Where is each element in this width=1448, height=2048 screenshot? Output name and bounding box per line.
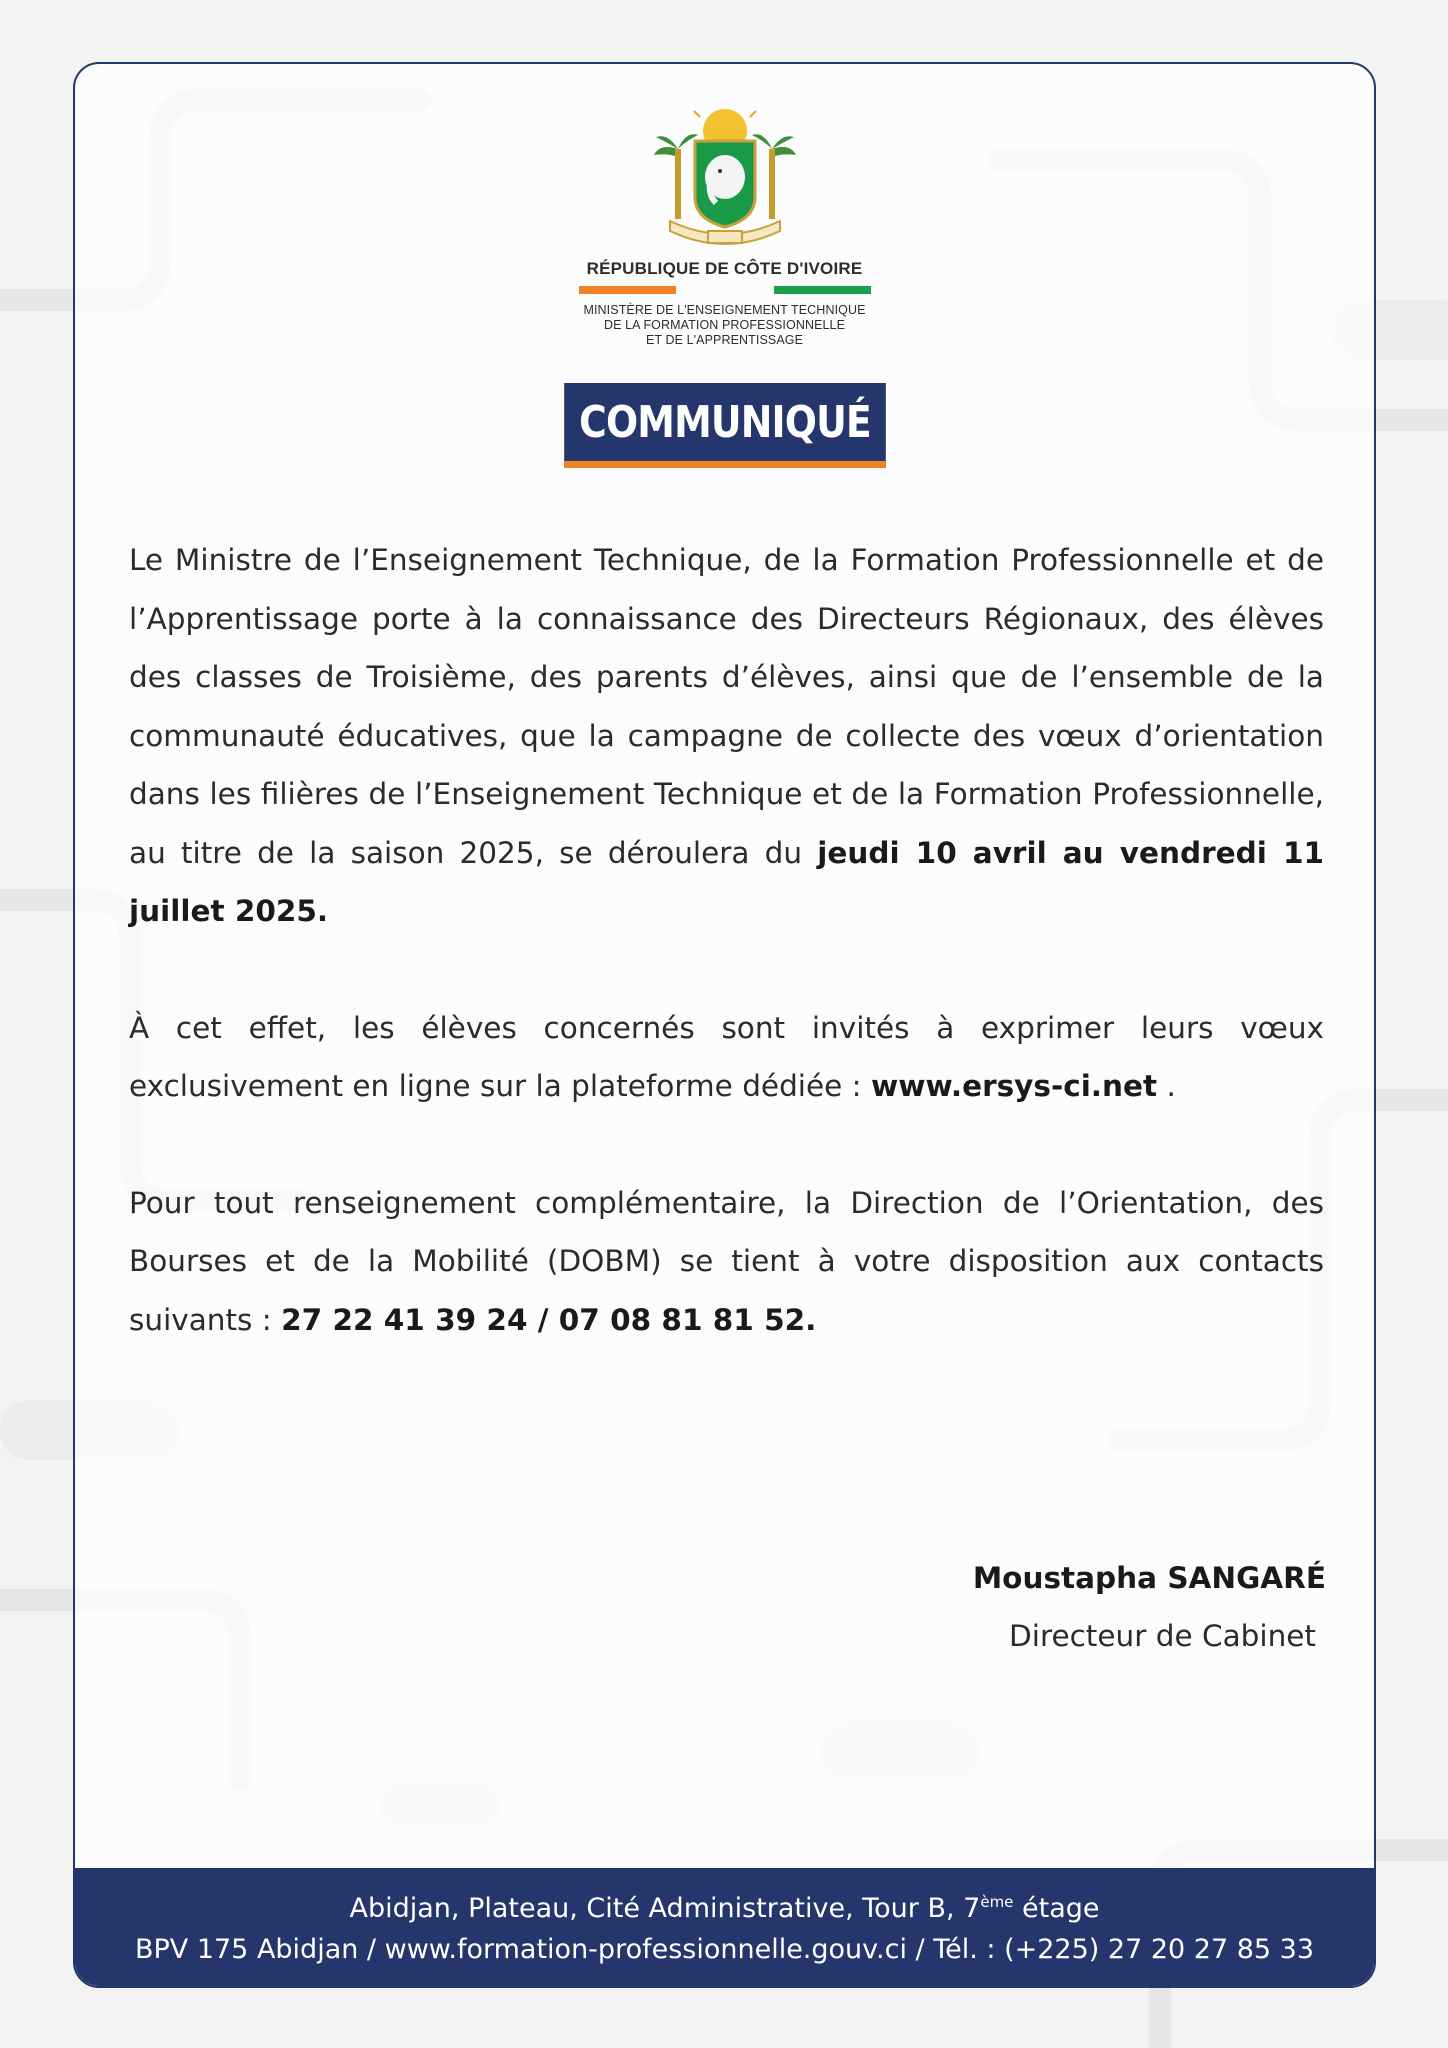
footer-address	[75, 1882, 1374, 1929]
paragraph-contacts	[129, 1174, 1324, 1350]
ministry-line: DE LA FORMATION PROFESSIONNELLE	[603, 318, 846, 332]
communique-body	[129, 531, 1324, 1349]
footer-contact: BPV 175 Abidjan / www.formation-professionnelle.gouv.ci / Tél. : (+225) 27 20 27 85 33	[134, 1934, 1315, 1965]
campaign-dates: jeudi 10 avril au vendredi 11 juillet 2025.	[129, 835, 1324, 928]
signatory-role: Directeur de Cabinet	[1009, 1619, 1316, 1653]
flag-orange-stripe	[579, 286, 676, 294]
contact-numbers: 27 22 41 39 24 / 07 08 81 81 52.	[281, 1302, 817, 1337]
paragraph-text: À cet effet, les élèves concernés sont invités à exprimer leurs vœux exclusivement en ligne sur la plateforme dédiée :	[129, 1010, 1324, 1103]
signatory-name: Moustapha SANGARÉ	[972, 1561, 1326, 1595]
footer-bar	[75, 1868, 1374, 1986]
ministry-name	[75, 303, 1374, 348]
paragraph-text: Pour tout renseignement complémentaire, la Direction de l’Orientation, des Bourses et de la Mobilité (DOBM) se tient à votre disposition aux contacts suivants :	[129, 1185, 1324, 1337]
coat-of-arms-icon	[650, 109, 800, 249]
paragraph-dates	[129, 531, 1324, 941]
paragraph-text: Le Ministre de l’Enseignement Technique, de la Formation Professionnelle et de l’Apprentissage porte à la connaissance des Directeurs Régionaux, des élèves des classes de Troisième, des parents d’élèves, ainsi que de l’ensemble de la communauté éducatives, que la campagne de collecte des vœux d’orientation dans les filières de l’Enseignement Technique et de la Formation Professionnelle, au titre de la saison 2025, se déroulera du	[129, 543, 1324, 870]
flag-stripes	[579, 286, 871, 294]
ministry-line: MINISTÈRE DE L'ENSEIGNEMENT TECHNIQUE	[583, 303, 866, 317]
letterhead	[75, 109, 1374, 348]
republic-name: RÉPUBLIQUE DE CÔTE D'IVOIRE	[586, 259, 863, 278]
platform-link[interactable]: www.ersys-ci.net	[870, 1069, 1158, 1103]
signature-block	[973, 1549, 1326, 1665]
footer-floor-suffix: ème	[980, 1893, 1014, 1911]
footer-address-text: Abidjan, Plateau, Cité Administrative, Tour B, 7	[349, 1893, 981, 1924]
footer-address-end: étage	[1013, 1893, 1100, 1924]
communique-title: COMMUNIQUÉ	[564, 383, 886, 468]
ministry-line: ET DE L'APPRENTISSAGE	[645, 333, 804, 347]
paragraph-end: .	[1157, 1069, 1176, 1103]
flag-green-stripe	[774, 286, 871, 294]
document-card	[73, 62, 1376, 1988]
paragraph-platform	[129, 999, 1324, 1116]
